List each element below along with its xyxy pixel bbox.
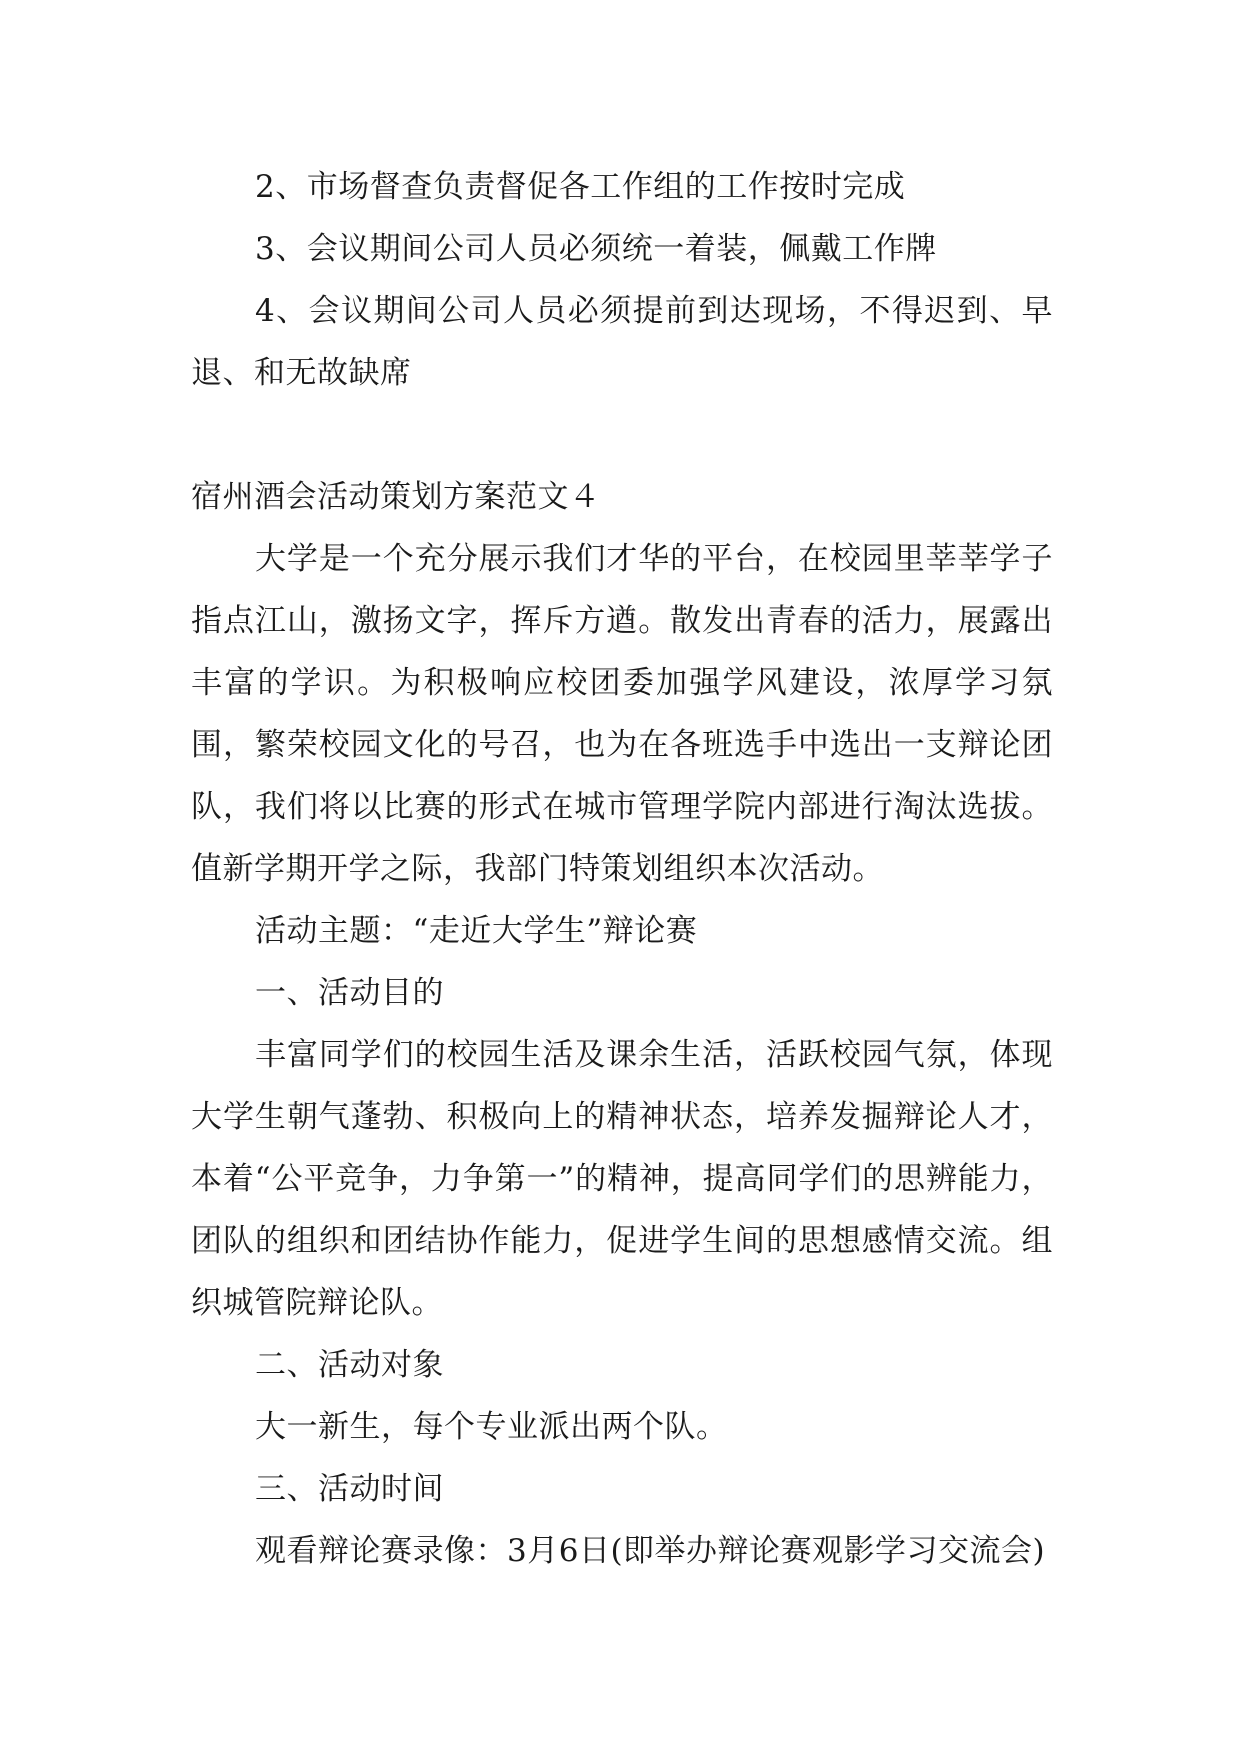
section-title: 宿州酒会活动策划方案范文４ bbox=[191, 479, 601, 515]
purpose-heading: 一、活动目的 bbox=[255, 975, 444, 1011]
activity-theme: 活动主题：“走近大学生”辩论赛 bbox=[255, 913, 698, 949]
purpose-paragraph: 丰富同学们的校园生活及课余生活，活跃校园气氛，体现大学生朝气蓬勃、积极向上的精神状态，培养发掘辩论人才，本着“公平竞争，力争第一”的精神，提高同学们的思辨能力，团队的组织和团结协作能力，促进学生间的思想感情交流。组织城管院辩论队。 bbox=[191, 1037, 1053, 1321]
intro-paragraph: 大学是一个充分展示我们才华的平台，在校园里莘莘学子指点江山，激扬文字，挥斥方遒。散发出青春的活力，展露出丰富的学识。为积极响应校团委加强学风建设，浓厚学习氛围，繁荣校园文化的号召，也为在各班选手中选出一支辩论团队，我们将以比赛的形式在城市管理学院内部进行淘汰选拔。值新学期开学之际，我部门特策划组织本次活动。 bbox=[191, 541, 1053, 887]
time-heading: 三、活动时间 bbox=[255, 1471, 444, 1507]
target-paragraph: 大一新生，每个专业派出两个队。 bbox=[255, 1409, 728, 1445]
list-item-2: 2、市场督查负责督促各工作组的工作按时完成 bbox=[255, 169, 906, 205]
target-heading: 二、活动对象 bbox=[255, 1347, 444, 1383]
list-item-3: 3、会议期间公司人员必须统一着装，佩戴工作牌 bbox=[255, 231, 937, 267]
document-body bbox=[191, 156, 1053, 1582]
time-paragraph: 观看辩论赛录像：3月6日(即举办辩论赛观影学习交流会) bbox=[255, 1533, 1046, 1569]
list-item-4: 4、会议期间公司人员必须提前到达现场，不得迟到、早退、和无故缺席 bbox=[191, 293, 1053, 391]
